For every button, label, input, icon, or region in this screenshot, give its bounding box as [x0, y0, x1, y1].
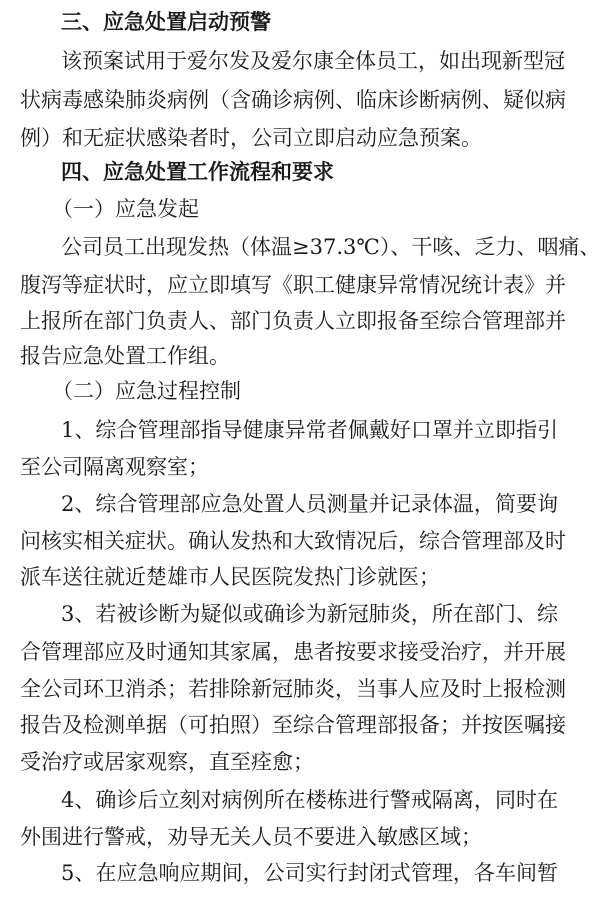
section-3-heading: 三、应急处置启动预警 — [61, 10, 271, 34]
paragraph-line: 公司员工出现发热（体温≥37.3℃）、干咳、乏力、咽痛、 — [61, 235, 600, 259]
subsection-2-heading: （二）应急过程控制 — [52, 379, 241, 403]
paragraph-line: 派车送往就近楚雄市人民医院发热门诊就医； — [20, 565, 440, 589]
paragraph-line: 上报所在部门负责人、部门负责人立即报备至综合管理部并 — [20, 309, 566, 333]
paragraph-line: 例）和无症状感染者时，公司立即启动应急预案。 — [20, 126, 482, 150]
paragraph-line: 2、综合管理部应急处置人员测量并记录体温，简要询 — [61, 492, 558, 516]
paragraph-line: 该预案试用于爱尔发及爱尔康全体员工，如出现新型冠 — [61, 49, 565, 73]
paragraph-line: 合管理部应及时通知其家属，患者按要求接受治疗，并开展 — [20, 640, 566, 664]
paragraph-line: 3、若被诊断为疑似或确诊为新冠肺炎，所在部门、综 — [61, 602, 558, 626]
paragraph-line: 腹泻等症状时，应立即填写《职工健康异常情况统计表》并 — [20, 273, 566, 297]
paragraph-line: 受治疗或居家观察，直至痊愈； — [20, 750, 314, 774]
paragraph-line: 状病毒感染肺炎病例（含确诊病例、临床诊断病例、疑似病 — [20, 88, 566, 112]
paragraph-line: 全公司环卫消杀；若排除新冠肺炎，当事人应及时上报检测 — [20, 677, 566, 701]
paragraph-line: 问核实相关症状。确认发热和大致情况后，综合管理部及时 — [20, 529, 566, 553]
paragraph-line: 4、确诊后立刻对病例所在楼栋进行警戒隔离，同时在 — [61, 788, 558, 812]
paragraph-line: 至公司隔离观察室； — [20, 455, 209, 479]
section-4-heading: 四、应急处置工作流程和要求 — [61, 160, 334, 184]
subsection-1-heading: （一）应急发起 — [52, 197, 199, 221]
paragraph-line: 1、综合管理部指导健康异常者佩戴好口罩并立即指引 — [61, 418, 558, 442]
paragraph-line: 5、在应急响应期间，公司实行封闭式管理，各车间暂 — [61, 861, 558, 885]
paragraph-line: 报告应急处置工作组。 — [20, 344, 230, 368]
paragraph-line: 报告及检测单据（可拍照）至综合管理部报备；并按医嘱接 — [20, 713, 566, 737]
paragraph-line: 外围进行警戒，劝导无关人员不要进入敏感区域； — [20, 825, 482, 849]
